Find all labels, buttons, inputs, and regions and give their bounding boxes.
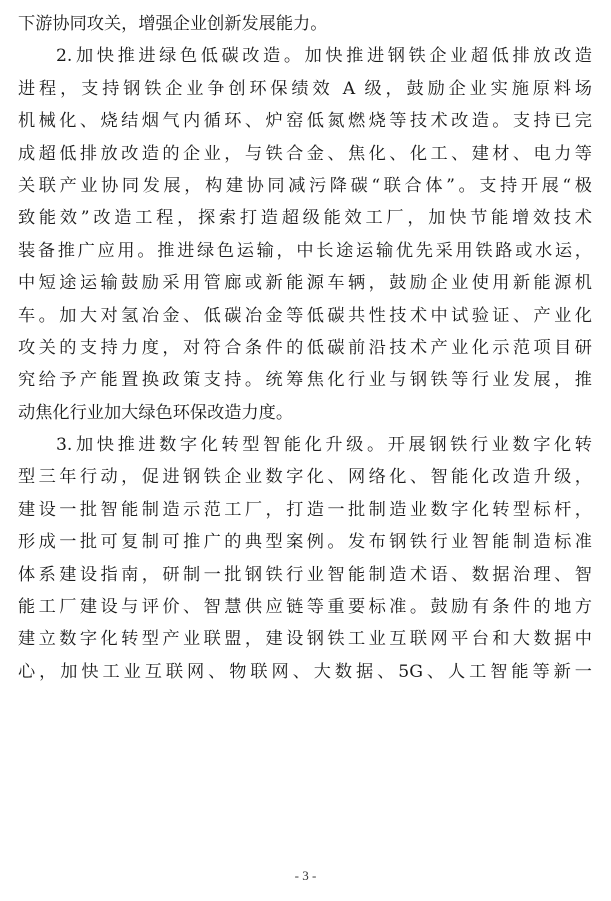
body-text: [18, 8, 592, 688]
text-line: 动焦化行业加大绿色环保改造力度。: [18, 402, 294, 423]
text-line: 装备推广应用。推进绿色运输，中长途运输优先采用铁路或水运，: [18, 240, 592, 261]
page-number: - 3 -: [294, 868, 317, 883]
text-line: 心，加快工业互联网、物联网、大数据、5G、人工智能等新一: [18, 661, 592, 682]
text-line: 体系建设指南，研制一批钢铁行业智能制造术语、数据治理、智: [18, 564, 592, 585]
text-line: 建立数字化转型产业联盟，建设钢铁工业互联网平台和大数据中: [18, 629, 592, 650]
text-line: 成超低排放改造的企业，与铁合金、焦化、化工、建材、电力等: [18, 143, 592, 164]
text-line: 2.加快推进绿色低碳改造。加快推进钢铁企业超低排放改造: [56, 46, 592, 67]
text-line: 下游协同攻关，增强企业创新发展能力。: [18, 14, 328, 34]
text-line: 进程，支持钢铁企业争创环保绩效 A 级，鼓励企业实施原料场: [18, 78, 592, 99]
text-line: 车。加大对氢冶金、低碳冶金等低碳共性技术中试验证、产业化: [18, 305, 592, 326]
text-line: 致能效”改造工程，探索打造超级能效工厂，加快节能增效技术: [18, 208, 592, 229]
text-line: 3.加快推进数字化转型智能化升级。开展钢铁行业数字化转: [56, 435, 592, 456]
text-line: 建设一批智能制造示范工厂，打造一批制造业数字化转型标杆，: [18, 499, 592, 520]
text-line: 机械化、烧结烟气内循环、炉窑低氮燃烧等技术改造。支持已完: [18, 111, 592, 132]
text-line: 型三年行动，促进钢铁企业数字化、网络化、智能化改造升级，: [18, 467, 592, 488]
text-line: 中短途运输鼓励采用管廊或新能源车辆，鼓励企业使用新能源机: [18, 273, 592, 294]
text-line: 能工厂建设与评价、智慧供应链等重要标准。鼓励有条件的地方: [18, 597, 592, 618]
text-line: 攻关的支持力度，对符合条件的低碳前沿技术产业化示范项目研: [18, 337, 592, 358]
text-line: 关联产业协同发展，构建协同减污降碳“联合体”。支持开展“极: [18, 175, 592, 196]
text-line: 形成一批可复制可推广的典型案例。发布钢铁行业智能制造标准: [18, 532, 592, 553]
text-line: 究给予产能置换政策支持。统筹焦化行业与钢铁等行业发展，推: [18, 370, 592, 391]
